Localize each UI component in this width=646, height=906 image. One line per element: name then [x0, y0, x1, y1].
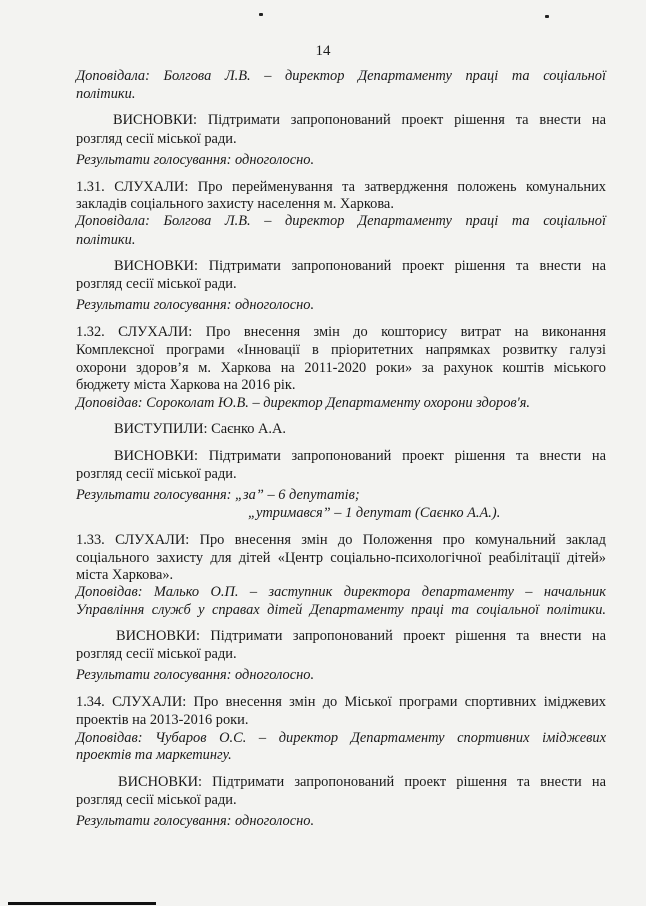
speakers-line: ВИСТУПИЛИ: Саєнко А.А.: [114, 421, 286, 437]
conclusion-line: ВИСНОВКИ: Підтримати запропонований проект рішення та внести на: [116, 628, 606, 644]
conclusion-line: розгляд сесії міської ради.: [76, 646, 237, 662]
vote-result: Результати голосування: одноголосно.: [76, 813, 315, 829]
conclusion-line: ВИСНОВКИ: Підтримати запропонований проект рішення та внести на: [114, 258, 606, 274]
conclusion-line: ВИСНОВКИ: Підтримати запропонований проект рішення та внести на: [114, 448, 606, 464]
reporter-line: проектів та маркетингу.: [76, 747, 232, 763]
conclusion-line: ВИСНОВКИ: Підтримати запропонований проект рішення та внести на: [113, 112, 606, 128]
vote-result-abstained: „утримався” – 1 депутат (Саєнко А.А.).: [248, 505, 501, 521]
reporter-line: Доповідав: Сороколат Ю.В. – директор Департаменту охорони здоров'я.: [76, 395, 531, 411]
reporter-line: політики.: [76, 86, 136, 102]
heard-line: 1.34. СЛУХАЛИ: Про внесення змін до Міської програми спортивних іміджевих: [76, 694, 606, 710]
vote-result: Результати голосування: „за” – 6 депутатів;: [76, 487, 360, 503]
heard-line: бюджету міста Харкова на 2016 рік.: [76, 377, 296, 393]
conclusion-line: розгляд сесії міської ради.: [76, 466, 237, 482]
heard-line: 1.31. СЛУХАЛИ: Про перейменування та затвердження положень комунальних: [76, 179, 606, 195]
reporter-line: Доповідав: Малько О.П. – заступник директора департаменту – начальник: [76, 584, 606, 600]
heard-line: закладів соціального захисту населення м. Харкова.: [76, 196, 394, 212]
vote-result: Результати голосування: одноголосно.: [76, 667, 315, 683]
reporter-line: політики.: [76, 232, 136, 248]
reporter-line: Управління служб у справах дітей Департаменту праці та соціальної політики.: [76, 602, 606, 618]
scan-speck: [259, 13, 263, 16]
conclusion-line: розгляд сесії міської ради.: [76, 131, 237, 147]
heard-line: 1.32. СЛУХАЛИ: Про внесення змін до кошторису витрат на виконання: [76, 324, 606, 340]
page-number: 14: [315, 43, 331, 59]
reporter-line: Доповідав: Чубаров О.С. – директор Департаменту спортивних іміджевих: [76, 730, 606, 746]
scan-edge-bar: [8, 902, 156, 905]
heard-line: проектів на 2013-2016 роки.: [76, 712, 249, 728]
vote-result: Результати голосування: одноголосно.: [76, 297, 315, 313]
scan-speck: [545, 15, 549, 18]
heard-line: міста Харкова».: [76, 567, 174, 583]
reporter-line: Доповідала: Болгова Л.В. – директор Департаменту праці та соціальної: [76, 68, 606, 84]
heard-line: 1.33. СЛУХАЛИ: Про внесення змін до Положення про комунальний заклад: [76, 532, 606, 548]
conclusion-line: розгляд сесії міської ради.: [76, 792, 237, 808]
heard-line: охорони здоров’я м. Харкова на 2011-2020 роки» за рахунок коштів міського: [76, 360, 606, 376]
conclusion-line: розгляд сесії міської ради.: [76, 276, 237, 292]
reporter-line: Доповідала: Болгова Л.В. – директор Департаменту праці та соціальної: [76, 213, 606, 229]
vote-result: Результати голосування: одноголосно.: [76, 152, 315, 168]
conclusion-line: ВИСНОВКИ: Підтримати запропонований проект рішення та внести на: [118, 774, 606, 790]
heard-line: Комплексної програми «Інновації в пріоритетних напрямках розвитку галузі: [76, 342, 606, 358]
heard-line: соціального захисту для дітей «Центр соціально-психологічної реабілітації дітей»: [76, 550, 606, 566]
